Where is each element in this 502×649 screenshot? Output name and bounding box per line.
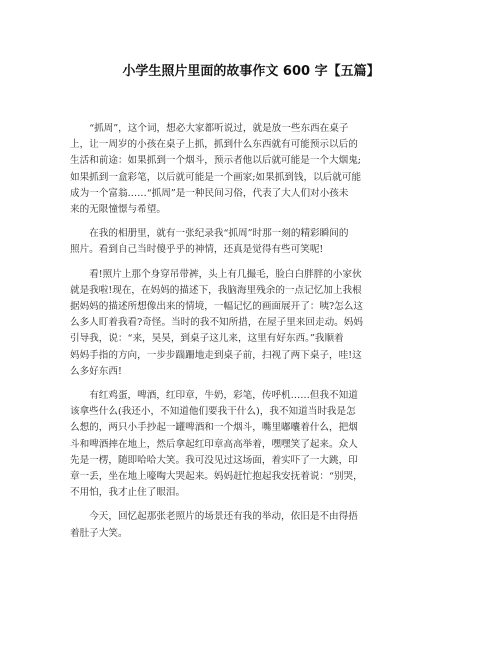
text-line: 生活和前途：如果抓到一个烟斗，预示者他以后就可能是一个大烟鬼; [70, 155, 362, 167]
text-line: 在我的相册里，就有一张纪录我“抓周”时那一刻的精彩瞬间的 [89, 228, 349, 240]
text-line: 不用怕，我才止住了眼泪。 [70, 487, 186, 499]
document-body [70, 121, 440, 550]
text-line: 章一丢，坐在地上嚎啕大哭起来。妈妈赶忙抱起我安抚着说：“别哭， [70, 471, 363, 483]
text-line: 着肚子大笑。 [70, 527, 128, 539]
text-line: 妈妈手指的方向，一步步踹跚地走到桌子前，扫视了两下桌子，哇!这 [70, 349, 362, 361]
text-line: 看!照片上那个身穿吊带裤，头上有几撮毛，脸白白胖胖的小家伙 [89, 268, 362, 280]
paragraph-4 [70, 388, 440, 501]
paragraph-1 [70, 121, 440, 218]
paragraph-5 [70, 509, 440, 541]
paragraph-2 [70, 226, 440, 258]
text-line: 上，让一周岁的小孩在桌子上抓，抓到什么东西就有可能预示以后的 [70, 139, 358, 151]
text-line: 照片。看到自己当时傻乎乎的神情，还真是觉得有些可笑呢! [70, 244, 324, 256]
text-line: 么想的，两只小手抄起一罐啤酒和一个烟斗，嘴里嘟囔着什么，把烟 [70, 422, 358, 434]
text-line: 有红鸡蛋，啤酒，红印章，牛奶，彩笔，传呼机……但我不知道 [89, 390, 358, 402]
text-line: 该拿些什么(我还小，不知道他们要我干什么)，我不知道当时我是怎 [70, 406, 356, 418]
text-line: 如果抓到一盒彩笔，以后就可能是一个画家;如果抓到钱，以后就可能 [70, 171, 362, 183]
text-line: 引导我，说：“来，昊昊，到桌子这儿来，这里有好东西。”我顺着 [70, 333, 344, 345]
text-line: 么多好东西! [70, 365, 122, 377]
text-line: 么多人盯着我看?奇怪。当时的我不知所措，在屋子里来回走动。妈妈 [70, 317, 363, 329]
text-line: 斗和啤酒摔在地上，然后拿起红印章高高举着，嘿嘿笑了起来。众人 [70, 438, 358, 450]
text-line: 就是我啦!现在，在妈妈的描述下，我脑海里残余的一点记忆加上我根 [70, 284, 362, 296]
paragraph-3 [70, 267, 440, 380]
text-line: 成为一个富翁……“抓周”是一种民间习俗，代表了大人们对小孩未 [70, 187, 349, 199]
text-line: “抓周”，这个词，想必大家都听说过，就是放一些东西在桌子 [89, 123, 349, 134]
text-line: 今天，回忆起那张老照片的场景还有我的举动，依旧是不由得捂 [89, 511, 358, 523]
text-line: 来的无限憧憬与希望。 [70, 204, 166, 216]
text-line: 先是一楞，随即哈哈大笑。我可没见过这场面，着实吓了一大跳，印 [70, 454, 358, 466]
text-line: 据妈妈的描述所想像出来的情境，一幅记忆的画面展开了：咦?怎么这 [70, 301, 363, 313]
document-title: 小学生照片里面的故事作文 600 字【五篇】 [122, 64, 380, 79]
